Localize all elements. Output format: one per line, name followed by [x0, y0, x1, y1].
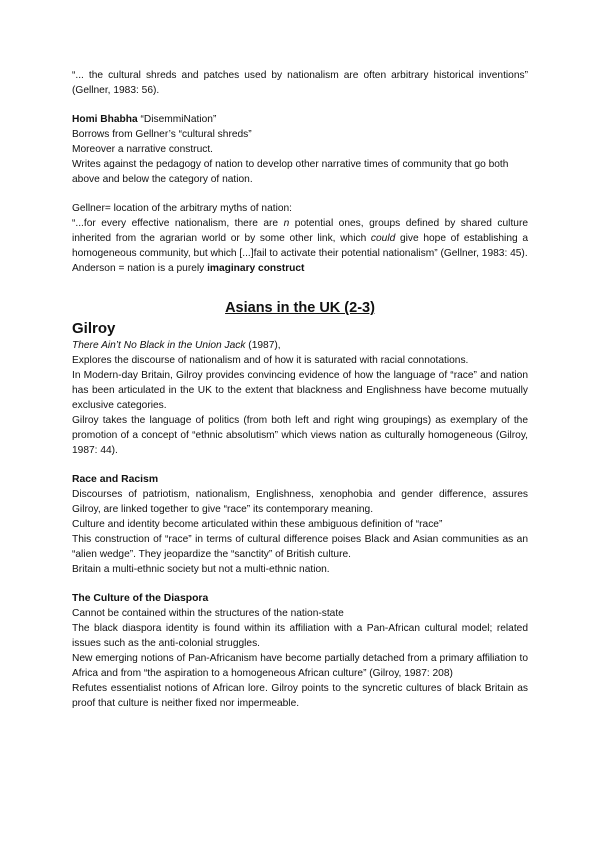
- gellner-quote: [72, 216, 528, 261]
- anderson-prefix: Anderson = nation is a purely: [72, 263, 208, 274]
- bhabha-line: Writes against the pedagogy of nation to develop other narrative times of community that go both above and below the category of nation.: [72, 159, 509, 185]
- diaspora-line: Refutes essentialist notions of African lore. Gilroy points to the syncretic cultures of black Britain as proof that culture is neither fixed nor impermeable.: [72, 683, 528, 709]
- anderson-line: [72, 261, 528, 276]
- gilroy-book: [72, 338, 528, 353]
- race-line: Culture and identity become articulated within these ambiguous definition of “race”: [72, 519, 443, 530]
- diaspora-line: The black diaspora identity is found within its affiliation with a Pan-African cultural model; related issues such as the anti-colonial struggles.: [72, 623, 528, 649]
- gellner-quote-mid: potential ones, groups defined by shared culture inherited from the agrarian world or by some other link, which: [72, 218, 529, 244]
- anderson-bold: imaginary construct: [207, 263, 305, 274]
- gellner-quote-start: “...for every effective nationalism, there are: [72, 218, 284, 229]
- gellner-quote-n: n: [283, 218, 290, 229]
- gilroy-line: In Modern-day Britain, Gilroy provides convincing evidence of how the language of “race” and nation has been articulated in the UK to the extent that blackness and Englishness have become mutually exclusive categories.: [72, 370, 528, 411]
- gellner-intro-quote: “... the cultural shreds and patches used by nationalism are often arbitrary historical inventions” (Gellner, 1983: 56).: [72, 70, 528, 96]
- bhabha-name: Homi Bhabha: [72, 114, 138, 125]
- gellner-heading: Gellner= location of the arbitrary myths of nation:: [72, 203, 292, 214]
- diaspora-line: New emerging notions of Pan-Africanism have become partially detached from a primary affiliation to Africa and from “the aspiration to a homogeneous African culture” (Gilroy, 1987: 208): [72, 653, 528, 679]
- gilroy-book-year: (1987),: [245, 340, 281, 351]
- gellner-quote-could: could: [370, 233, 396, 244]
- race-heading: Race and Racism: [72, 474, 159, 485]
- bhabha-line: Moreover a narrative construct.: [72, 144, 213, 155]
- gellner-quote-end: give hope of establishing a homogeneous community, but which [...]fail to activate their potential nationalism” (Gellner, 1983: 45).: [72, 233, 528, 259]
- gilroy-line: Explores the discourse of nationalism and of how it is saturated with racial connotations.: [72, 355, 469, 366]
- race-line: Britain a multi-ethnic society but not a multi-ethnic nation.: [72, 564, 330, 575]
- bhabha-title: “DisemmiNation”: [137, 114, 217, 125]
- diaspora-heading: The Culture of the Diaspora: [72, 593, 209, 604]
- section-title: Asians in the UK (2-3): [225, 300, 375, 316]
- bhabha-line: Borrows from Gellner’s “cultural shreds”: [72, 129, 252, 140]
- bhabha-heading: [72, 112, 528, 127]
- gilroy-book-title: There Ain’t No Black in the Union Jack: [72, 340, 246, 351]
- gilroy-heading: Gilroy: [72, 320, 116, 337]
- gilroy-line: Gilroy takes the language of politics (from both left and right wing groupings) as exemplary of the promotion of a concept of “ethnic absolutism” which views nation as culturally homogeneous (Gilroy, 1987: 44).: [72, 415, 528, 456]
- diaspora-line: Cannot be contained within the structures of the nation-state: [72, 608, 344, 619]
- race-line: Discourses of patriotism, nationalism, Englishness, xenophobia and gender difference, assures Gilroy, are linked together to give “race” its contemporary meaning.: [72, 489, 528, 515]
- race-line: This construction of “race” in terms of cultural difference poises Black and Asian communities as an “alien wedge”. They jeopardize the “sanctity” of British culture.: [72, 534, 528, 560]
